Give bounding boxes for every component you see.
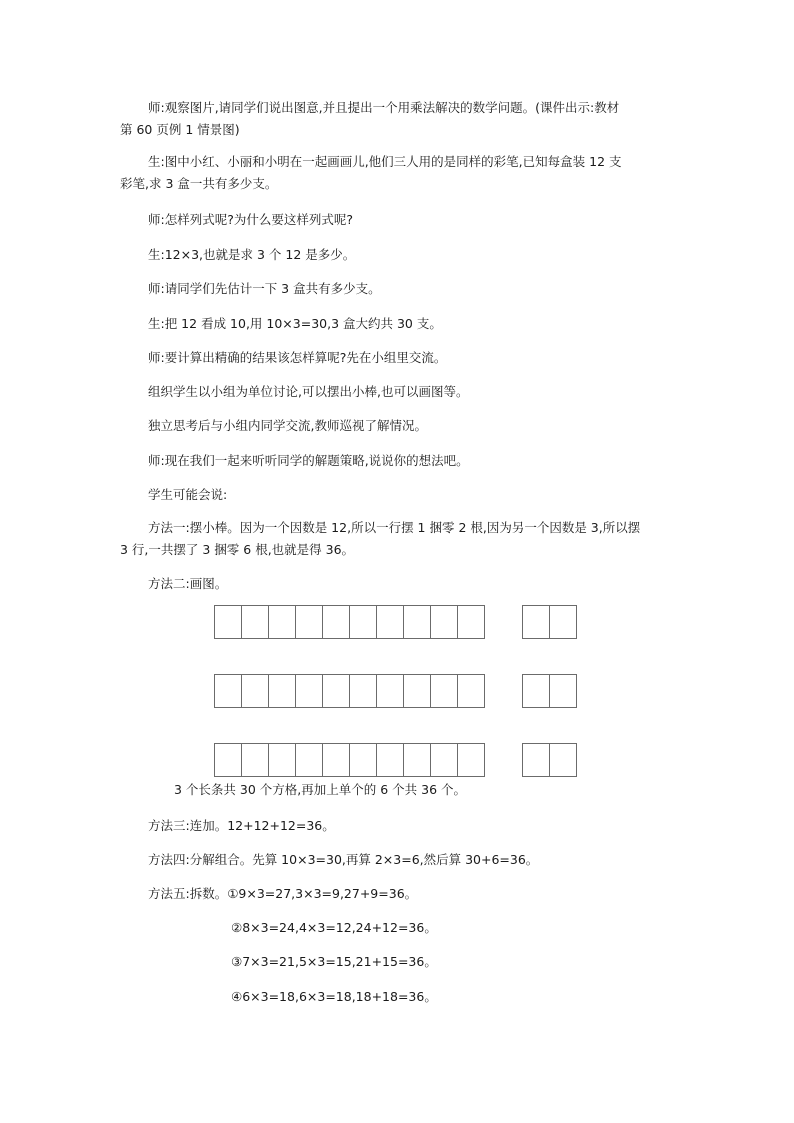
grid-cell-strip: [214, 605, 242, 639]
paragraph-method-two: 方法二:画图。: [148, 576, 228, 591]
split-step-3: ③7×3=21,5×3=15,21+15=36。: [231, 954, 437, 969]
paragraph-teacher-question-1: 师:观察图片,请同学们说出图意,并且提出一个用乘法解决的数学问题。(课件出示:教材: [148, 100, 620, 115]
grid-cell-strip: [241, 605, 269, 639]
split-step-2: ②8×3=24,4×3=12,24+12=36。: [231, 920, 437, 935]
paragraph-independent-thinking: 独立思考后与小组内同学交流,教师巡视了解情况。: [148, 418, 427, 433]
paragraph-method-four: 方法四:分解组合。先算 10×3=30,再算 2×3=6,然后算 30+6=36。: [148, 852, 539, 867]
paragraph-student-answer-3: 生:把 12 看成 10,用 10×3=30,3 盒大约共 30 支。: [148, 316, 442, 331]
grid-cell-strip: [349, 605, 377, 639]
grid-cell-strip: [376, 743, 404, 777]
grid-cell-strip: [295, 605, 323, 639]
grid-cell-single: [522, 743, 550, 777]
grid-cell-strip: [268, 743, 296, 777]
paragraph-teacher-question-3: 师:请同学们先估计一下 3 盒共有多少支。: [148, 281, 381, 296]
paragraph-method-five: 方法五:拆数。①9×3=27,3×3=9,27+9=36。: [148, 886, 418, 901]
paragraph-teacher-question-4: 师:要计算出精确的结果该怎样算呢?先在小组里交流。: [148, 350, 447, 365]
grid-cell-strip: [241, 743, 269, 777]
grid-row: [214, 743, 580, 777]
paragraph-method-one: 方法一:摆小棒。因为一个因数是 12,所以一行摆 1 捆零 2 根,因为另一个因数是 3,所以摆: [148, 520, 641, 535]
split-step-4: ④6×3=18,6×3=18,18+18=36。: [231, 989, 437, 1004]
grid-cell-strip: [457, 674, 485, 708]
grid-cell-strip: [268, 674, 296, 708]
grid-cell-strip: [376, 605, 404, 639]
grid-cell-strip: [376, 674, 404, 708]
grid-cell-strip: [349, 743, 377, 777]
grid-cell-strip: [322, 674, 350, 708]
grid-cell-strip: [457, 605, 485, 639]
grid-caption: 3 个长条共 30 个方格,再加上单个的 6 个共 36 个。: [174, 782, 467, 797]
paragraph-teacher-question-1-cont: 第 60 页例 1 情景图): [120, 122, 240, 137]
grid-cell-strip: [403, 743, 431, 777]
grid-cell-single: [549, 674, 577, 708]
grid-row: [214, 674, 580, 708]
grid-row: [214, 605, 580, 639]
grid-cell-single: [549, 743, 577, 777]
grid-cell-strip: [214, 743, 242, 777]
grid-cell-single: [522, 605, 550, 639]
grid-cell-strip: [430, 674, 458, 708]
grid-cell-strip: [295, 743, 323, 777]
grid-cell-strip: [403, 674, 431, 708]
grid-cell-strip: [322, 605, 350, 639]
paragraph-method-three: 方法三:连加。12+12+12=36。: [148, 818, 335, 833]
grid-cell-strip: [430, 743, 458, 777]
paragraph-teacher-question-5: 师:现在我们一起来听听同学的解题策略,说说你的想法吧。: [148, 453, 469, 468]
grid-cell-strip: [457, 743, 485, 777]
grid-cell-strip: [268, 605, 296, 639]
paragraph-teacher-question-2: 师:怎样列式呢?为什么要这样列式呢?: [148, 212, 353, 227]
grid-cell-strip: [214, 674, 242, 708]
grid-cell-strip: [403, 605, 431, 639]
paragraph-student-answer-2: 生:12×3,也就是求 3 个 12 是多少。: [148, 247, 356, 262]
paragraph-method-one-cont: 3 行,一共摆了 3 捆零 6 根,也就是得 36。: [120, 542, 355, 557]
grid-cell-strip: [295, 674, 323, 708]
paragraph-students-may-say: 学生可能会说:: [148, 487, 228, 502]
grid-cell-single: [522, 674, 550, 708]
paragraph-student-answer-1: 生:图中小红、小丽和小明在一起画画儿,他们三人用的是同样的彩笔,已知每盒装 12 支: [148, 154, 622, 169]
grid-cell-single: [549, 605, 577, 639]
grid-cell-strip: [322, 743, 350, 777]
paragraph-student-answer-1-cont: 彩笔,求 3 盒一共有多少支。: [120, 176, 278, 191]
grid-cell-strip: [241, 674, 269, 708]
grid-cell-strip: [430, 605, 458, 639]
grid-cell-strip: [349, 674, 377, 708]
paragraph-organize: 组织学生以小组为单位讨论,可以摆出小棒,也可以画图等。: [148, 384, 469, 399]
